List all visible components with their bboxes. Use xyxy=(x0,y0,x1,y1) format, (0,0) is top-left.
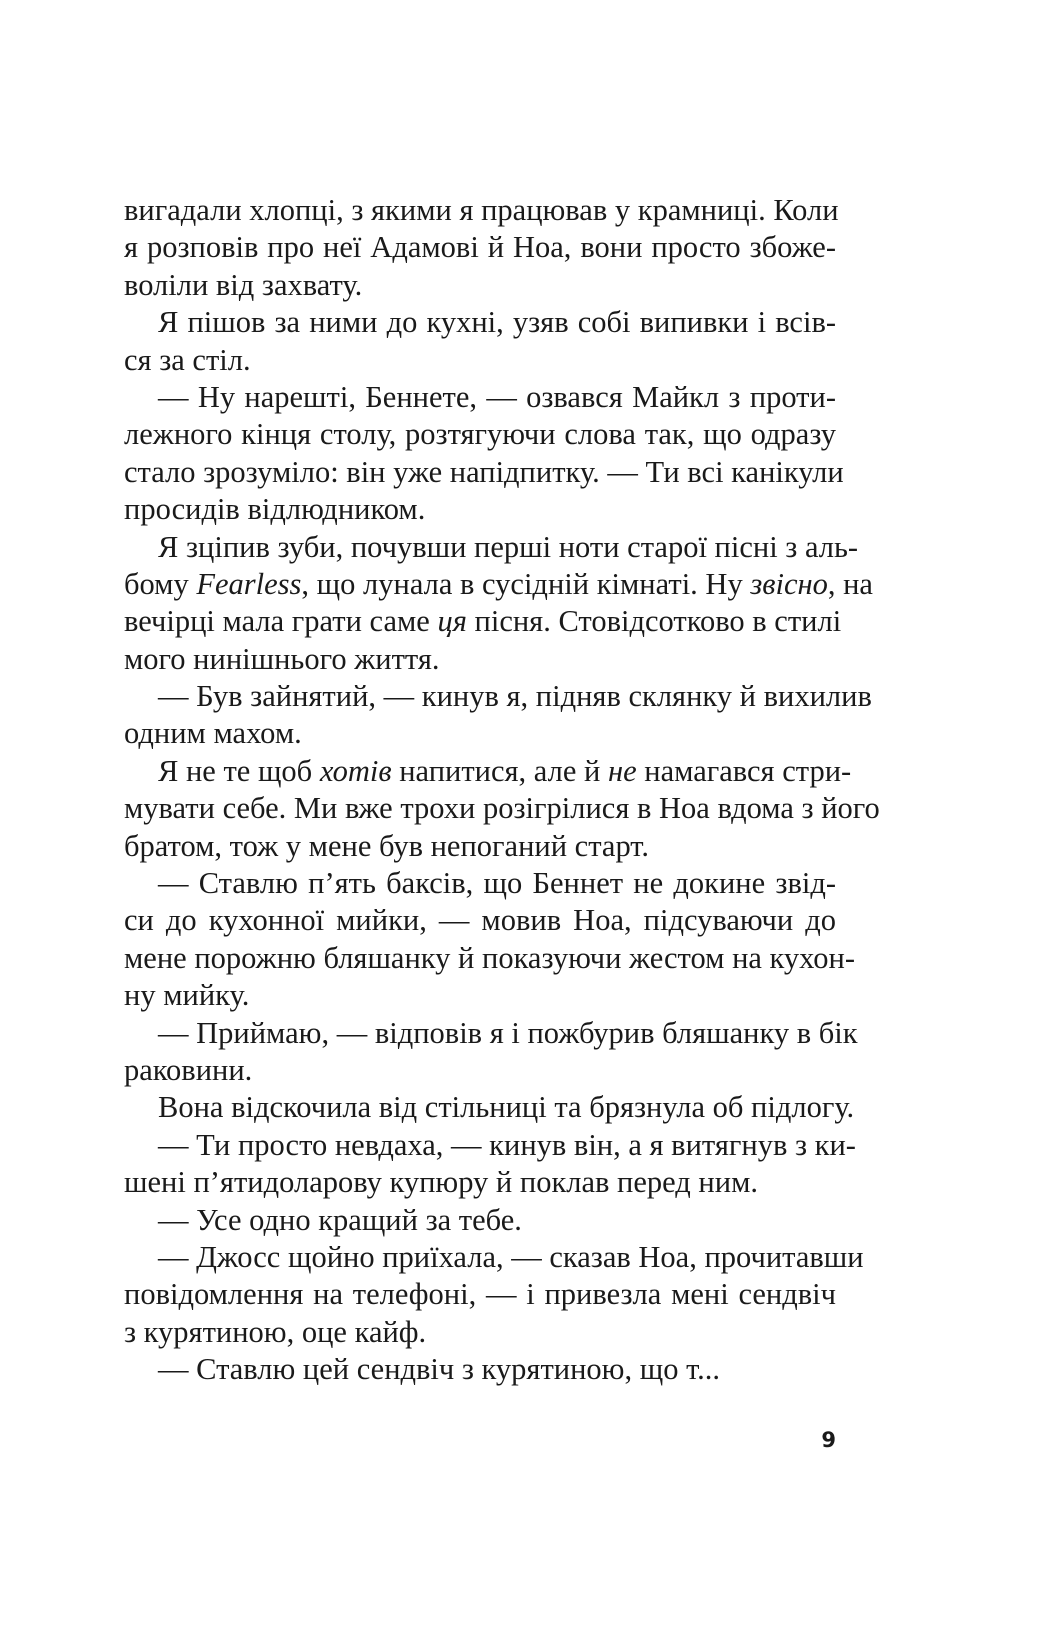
text-line xyxy=(124,1089,855,1126)
text-line xyxy=(124,1314,836,1351)
text-line xyxy=(124,715,836,752)
text-segment: вигадали хлопці, з якими я працював у крамниці. Коли xyxy=(124,193,839,227)
text-segment: — Ну нарешті, Беннете, — озвався Майкл з проти- xyxy=(158,379,836,414)
text-line xyxy=(124,790,880,827)
text-line xyxy=(124,940,856,977)
text-segment: — Усе одно кращий за тебе. xyxy=(158,1202,522,1237)
text-line xyxy=(124,1052,836,1089)
text-line xyxy=(124,753,852,790)
italic-text: звісно xyxy=(750,566,828,601)
text-line xyxy=(124,229,836,266)
text-segment: лежного кінця столу, розтягуючи слова так, що одразу xyxy=(124,417,836,452)
text-line xyxy=(124,1127,856,1164)
text-segment: ся за стіл. xyxy=(124,342,251,377)
text-segment: з курятиною, оце кайф. xyxy=(124,1314,427,1349)
italic-text: Fearless xyxy=(196,566,302,601)
text-segment: воліли від захвату. xyxy=(124,267,363,302)
text-line xyxy=(124,1351,836,1388)
text-segment: вечірці мала грати саме xyxy=(124,604,438,639)
text-segment: Я зціпив зуби, почувши перші ноти старої пісні з аль- xyxy=(158,529,859,564)
text-segment: , що лунала в сусідній кімнаті. Ну xyxy=(301,566,751,601)
text-line xyxy=(124,342,836,379)
text-line xyxy=(124,1239,864,1276)
text-line xyxy=(124,192,839,229)
text-segment: стало зрозуміло: він уже напідпитку. — Ти всі канікули xyxy=(124,454,844,489)
text-segment: братом, тож у мене був непоганий старт. xyxy=(124,828,649,863)
text-segment: просидів відлюдником. xyxy=(124,492,426,527)
text-line xyxy=(124,828,836,865)
italic-text: не xyxy=(607,753,637,788)
text-segment: раковини. xyxy=(124,1052,253,1087)
text-segment: — Ставлю цей сендвіч з курятиною, що т... xyxy=(158,1352,720,1387)
text-segment: ну мийку. xyxy=(124,978,250,1013)
text-segment: си до кухонної мийки, — мовив Ноа, підсуваючи до xyxy=(124,903,836,938)
text-line xyxy=(124,641,836,678)
text-line xyxy=(124,1202,836,1239)
text-segment: напитися, але й xyxy=(391,753,608,788)
italic-text: хотів xyxy=(319,753,392,788)
italic-text: ця xyxy=(437,604,467,639)
text-segment: мувати себе. Ми вже трохи розігрілися в Ноа вдома з його xyxy=(124,791,880,826)
body-text xyxy=(124,192,880,1389)
text-segment: Я не те щоб xyxy=(158,753,320,788)
text-line xyxy=(124,902,836,939)
text-segment: бому xyxy=(124,566,197,601)
text-line xyxy=(124,379,836,416)
text-segment: — Ти просто невдаха, — кинув він, а я витягнув з ки- xyxy=(158,1127,856,1162)
text-segment: , на xyxy=(827,566,873,601)
text-segment: мене порожню бляшанку й показуючи жестом на кухон- xyxy=(124,940,856,975)
text-line xyxy=(124,416,836,453)
text-segment: мого нинішнього життя. xyxy=(124,641,440,676)
text-segment: — Джосс щойно приїхала, — сказав Ноа, прочитавши xyxy=(158,1239,864,1274)
text-line xyxy=(124,566,873,603)
text-segment: — Приймаю, — відповів я і пожбурив бляшанку в бік xyxy=(158,1015,858,1050)
text-segment: — Був зайнятий, — кинув я, підняв склянку й вихилив xyxy=(158,679,872,714)
text-line xyxy=(124,529,859,566)
text-line xyxy=(124,454,844,491)
page-number: 9 xyxy=(821,1428,836,1452)
text-line xyxy=(124,267,836,304)
text-line xyxy=(124,1015,858,1052)
text-line xyxy=(124,603,842,640)
text-line xyxy=(124,491,836,528)
text-segment: одним махом. xyxy=(124,716,302,751)
text-segment: намагався стри- xyxy=(636,753,852,788)
text-segment: повідомлення на телефоні, — і привезла мені сендвіч xyxy=(124,1277,836,1312)
text-segment: Я пішов за ними до кухні, узяв собі випивки і всів- xyxy=(158,305,836,340)
text-line xyxy=(124,1276,836,1313)
text-line xyxy=(124,304,836,341)
text-line xyxy=(124,977,836,1014)
text-segment: — Ставлю п’ять баксів, що Беннет не докине звід- xyxy=(158,866,836,901)
text-line xyxy=(124,865,836,902)
text-line xyxy=(124,1164,836,1201)
text-segment: Вона відскочила від стільниці та брязнула об підлогу. xyxy=(158,1090,855,1125)
text-segment: пісня. Стовідсотково в стилі xyxy=(466,604,842,639)
text-segment: я розповів про неї Адамові й Ноа, вони просто збоже- xyxy=(124,230,836,265)
text-line xyxy=(124,678,872,715)
text-segment: шені п’ятидоларову купюру й поклав перед ним. xyxy=(124,1165,759,1200)
